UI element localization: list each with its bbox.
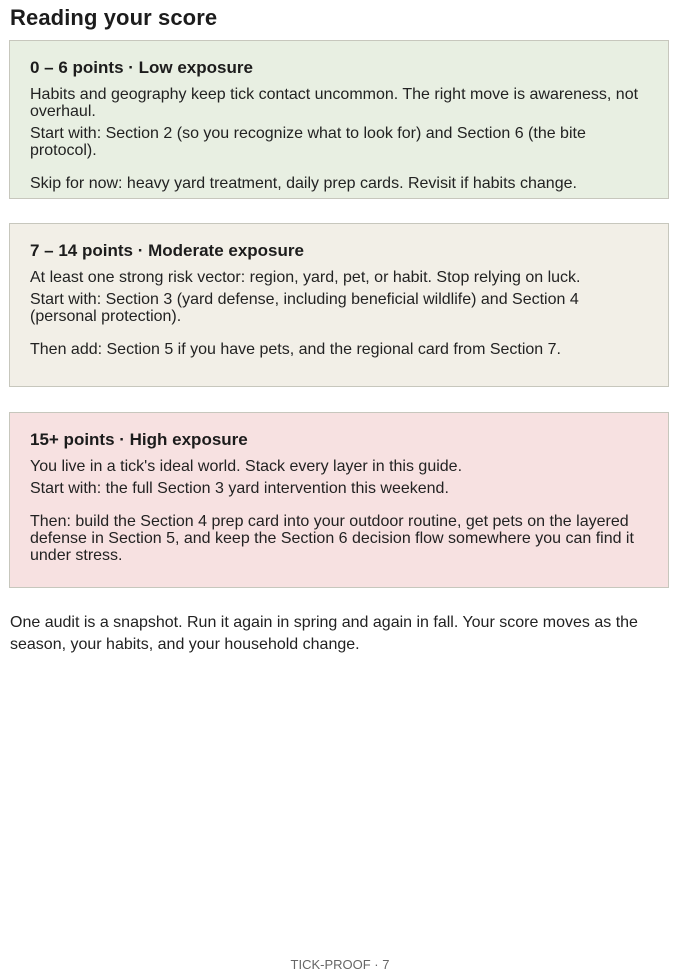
band-followup: Then: build the Section 4 prep card into your outdoor routine, get pets on the layered defense in Section 5, and keep the Section 6 decision flow somewhere you can find it under stress. — [30, 513, 634, 564]
closing-paragraph: One audit is a snapshot. Run it again in spring and again in fall. Your score moves as the season, your habits, and your household change. — [10, 614, 638, 653]
band-start-with: Start with: Section 3 (yard defense, including beneficial wildlife) and Section 4 (personal protection). — [30, 291, 579, 325]
score-band-low — [9, 40, 669, 199]
band-start-with: Start with: the full Section 3 yard intervention this weekend. — [30, 480, 449, 497]
band-title: 0 – 6 points · Low exposure — [30, 58, 253, 77]
score-band-high — [9, 412, 669, 588]
band-title: 15+ points · High exposure — [30, 430, 248, 449]
band-followup: Skip for now: heavy yard treatment, daily prep cards. Revisit if habits change. — [30, 175, 577, 192]
score-band-moderate — [9, 223, 669, 387]
page-title: Reading your score — [10, 5, 218, 30]
band-summary: You live in a tick's ideal world. Stack every layer in this guide. — [30, 458, 463, 475]
band-title: 7 – 14 points · Moderate exposure — [30, 241, 304, 260]
band-start-with: Start with: Section 2 (so you recognize what to look for) and Section 6 (the bite protocol). — [30, 125, 586, 159]
band-summary: At least one strong risk vector: region, yard, pet, or habit. Stop relying on luck. — [30, 269, 581, 286]
band-followup: Then add: Section 5 if you have pets, and the regional card from Section 7. — [30, 341, 561, 358]
band-summary: Habits and geography keep tick contact uncommon. The right move is awareness, not overhaul. — [30, 86, 639, 120]
page-footer: TICK-PROOF · 7 — [290, 957, 390, 972]
